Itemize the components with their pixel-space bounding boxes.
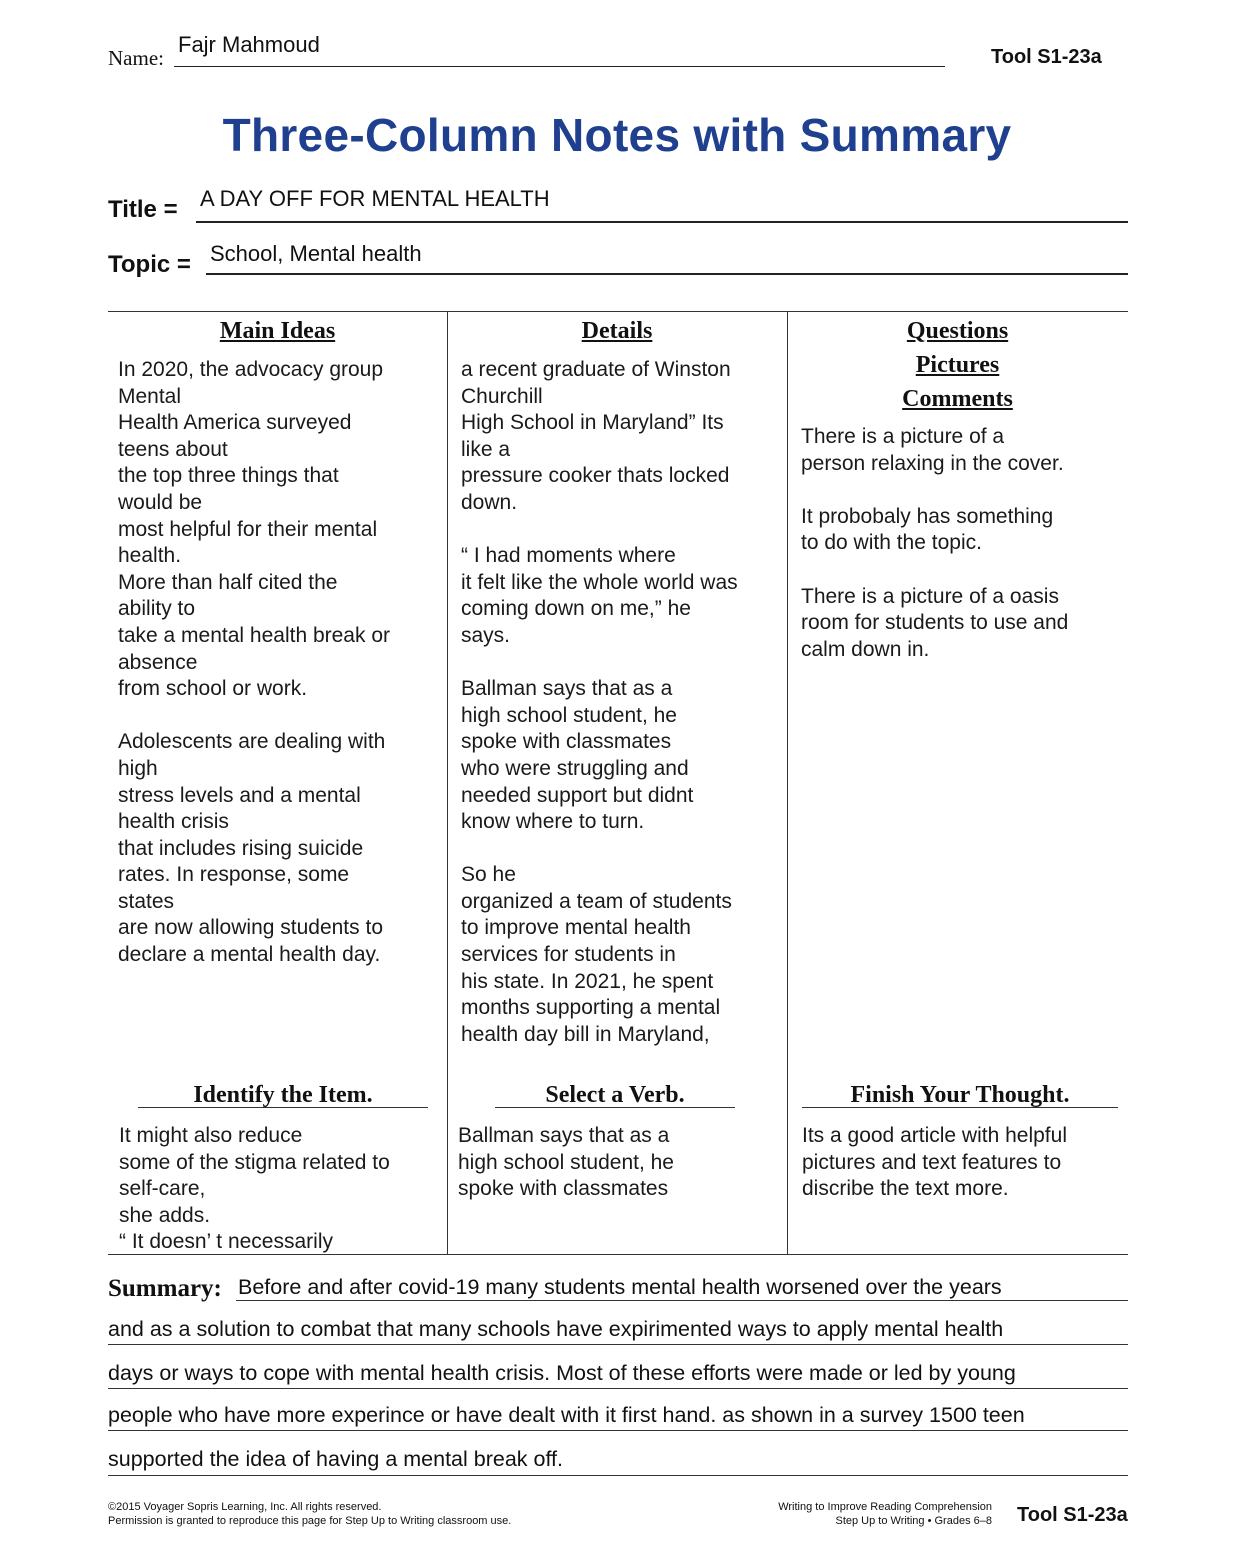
main-ideas-heading: Main Ideas: [219, 318, 336, 344]
name-label: Name:: [108, 46, 164, 70]
name-field[interactable]: Fajr Mahmoud: [178, 32, 320, 57]
questions-heading-line: Questions: [906, 318, 1009, 344]
column-divider-1: [447, 311, 448, 1254]
identify-item-underline: [138, 1107, 428, 1108]
footer-series: [700, 1500, 992, 1528]
select-verb-underline: [495, 1107, 735, 1108]
column-divider-2: [787, 311, 788, 1254]
copyright-text: ©2015 Voyager Sopris Learning, Inc. All rights reserved.: [108, 1501, 382, 1513]
comments-heading-line: Comments: [902, 386, 1013, 412]
identify-item-heading: Identify the Item.: [193, 1082, 373, 1108]
select-verb-text[interactable]: Ballman says that as a high school student, he spoke with classmates: [458, 1124, 674, 1201]
tool-id-bottom: Tool S1-23a: [1017, 1504, 1128, 1526]
identify-item-text[interactable]: It might also reduce some of the stigma related to self-care, she adds. “ It doesn’ t necessarily: [119, 1124, 390, 1254]
topic-underline: [206, 273, 1128, 275]
questions-heading: [787, 314, 1128, 416]
summary-rule: [108, 1344, 1128, 1345]
summary-line[interactable]: Before and after covid-19 many students mental health worsened over the years: [238, 1275, 1002, 1299]
finish-thought-heading: Finish Your Thought.: [850, 1082, 1070, 1108]
permission-text: Permission is granted to reproduce this page for Step Up to Writing classroom use.: [108, 1515, 512, 1527]
series-grades: Step Up to Writing • Grades 6–8: [835, 1515, 992, 1527]
title-label: Title =: [108, 196, 178, 223]
details-heading: Details: [581, 318, 653, 344]
table-top-border: [108, 311, 1128, 312]
summary-label: Summary:: [108, 1275, 222, 1302]
topic-label: Topic =: [108, 251, 191, 278]
summary-rule: [236, 1300, 1128, 1301]
summary-rule: [108, 1475, 1128, 1476]
tool-id-top: Tool S1-23a: [991, 46, 1102, 68]
finish-thought-text[interactable]: Its a good article with helpful pictures and text features to discribe the text more.: [802, 1124, 1067, 1201]
title-underline: [196, 221, 1128, 223]
topic-field[interactable]: School, Mental health: [210, 241, 422, 266]
summary-line[interactable]: supported the idea of having a mental break off.: [108, 1447, 563, 1471]
summary-line[interactable]: people who have more experince or have dealt with it first hand. as shown in a survey 1500 teen: [108, 1403, 1025, 1427]
summary-rule: [108, 1388, 1128, 1389]
pictures-heading-line: Pictures: [915, 352, 1000, 378]
finish-thought-underline: [802, 1107, 1118, 1108]
footer-copyright: [108, 1500, 511, 1528]
name-underline: [174, 66, 945, 67]
page-title: Three-Column Notes with Summary: [222, 109, 1012, 161]
summary-line[interactable]: and as a solution to combat that many schools have expirimented ways to apply mental health: [108, 1317, 1004, 1341]
summary-rule: [108, 1430, 1128, 1431]
details-text[interactable]: a recent graduate of Winston Churchill High School in Maryland” Its like a pressure cooker thats locked down. “ I had moments where it felt like the whole world was coming down on me,” he says. Ballman says that as a high school student, he spoke with classmates who were struggling and needed support but didnt know where to turn. So he organized a team of students to improve mental health services for students in his state. In 2021, he spent months supporting a mental health day bill in Maryland,: [461, 358, 738, 1046]
summary-line[interactable]: days or ways to cope with mental health crisis. Most of these efforts were made or led by young: [108, 1361, 1016, 1385]
select-verb-heading: Select a Verb.: [545, 1082, 685, 1108]
title-field[interactable]: A DAY OFF FOR MENTAL HEALTH: [200, 186, 550, 211]
series-title: Writing to Improve Reading Comprehension: [778, 1501, 992, 1513]
main-ideas-text[interactable]: In 2020, the advocacy group Mental Health America surveyed teens about the top three things that would be most helpful for their mental health. More than half cited the ability to take a mental health break or absence from school or work. Adolescents are dealing with high stress levels and a mental health crisis that includes rising suicide rates. In response, some states are now allowing students to declare a mental health day.: [118, 358, 390, 967]
questions-text[interactable]: There is a picture of a person relaxing in the cover. It probobaly has something to do with the topic. There is a picture of a oasis room for students to use and calm down in.: [801, 425, 1069, 661]
